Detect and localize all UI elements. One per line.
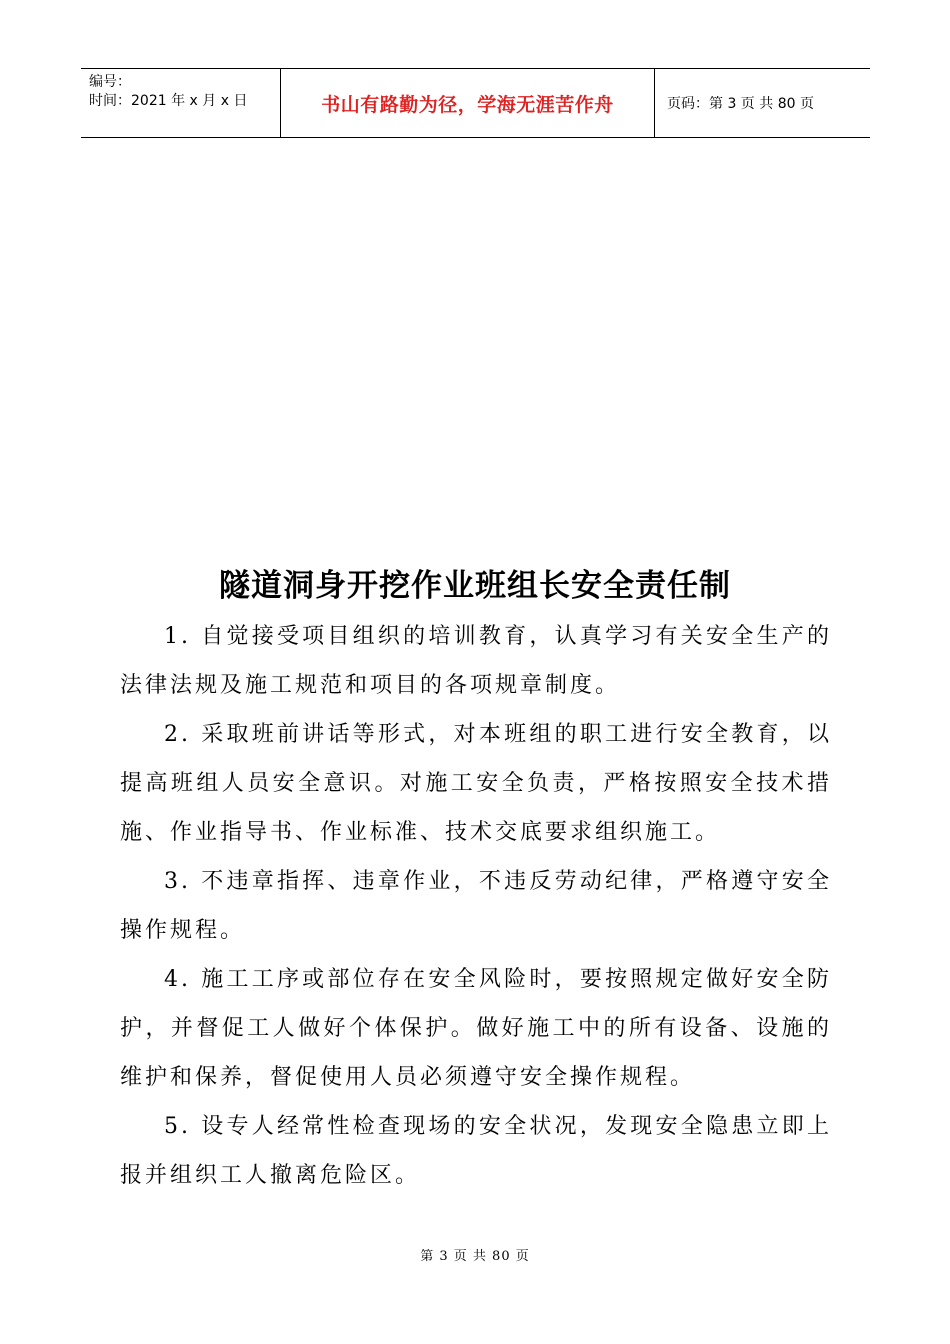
body-paragraph-4: 4. 施工工序或部位存在安全风险时，要按照规定做好安全防护，并督促工人做好个体保护。做好施工中的所有设备、设施的维护和保养，督促使用人员必须遵守安全操作规程。 (120, 967, 832, 1090)
page-header (81, 68, 870, 138)
body-paragraph-1: 1. 自觉接受项目组织的培训教育，认真学习有关安全生产的法律法规及施工规范和项目的各项规章制度。 (120, 624, 832, 698)
header-meta (81, 69, 281, 137)
page-footer: 第 3 页 共 80 页 (420, 1249, 530, 1264)
document-title: 隧道洞身开挖作业班组长安全责任制 (219, 568, 731, 604)
document-number-label: 编号： (89, 74, 131, 90)
body-paragraph-2: 2. 采取班前讲话等形式，对本班组的职工进行安全教育，以提高班组人员安全意识。对施工安全负责，严格按照安全技术措施、作业指导书、作业标准、技术交底要求组织施工。 (120, 722, 832, 845)
document-date-label: 时间：2021 年 x 月 x 日 (89, 93, 248, 109)
body-paragraph-5: 5. 设专人经常性检查现场的安全状况，发现安全隐患立即上报并组织工人撤离危险区。 (120, 1114, 832, 1188)
header-motto: 书山有路勤为径，学海无涯苦作舟 (281, 69, 655, 137)
body-paragraph-3: 3. 不违章指挥、违章作业，不违反劳动纪律，严格遵守安全操作规程。 (120, 869, 832, 943)
document-body (120, 612, 832, 1200)
header-page-info: 页码：第 3 页 共 80 页 (667, 96, 814, 112)
